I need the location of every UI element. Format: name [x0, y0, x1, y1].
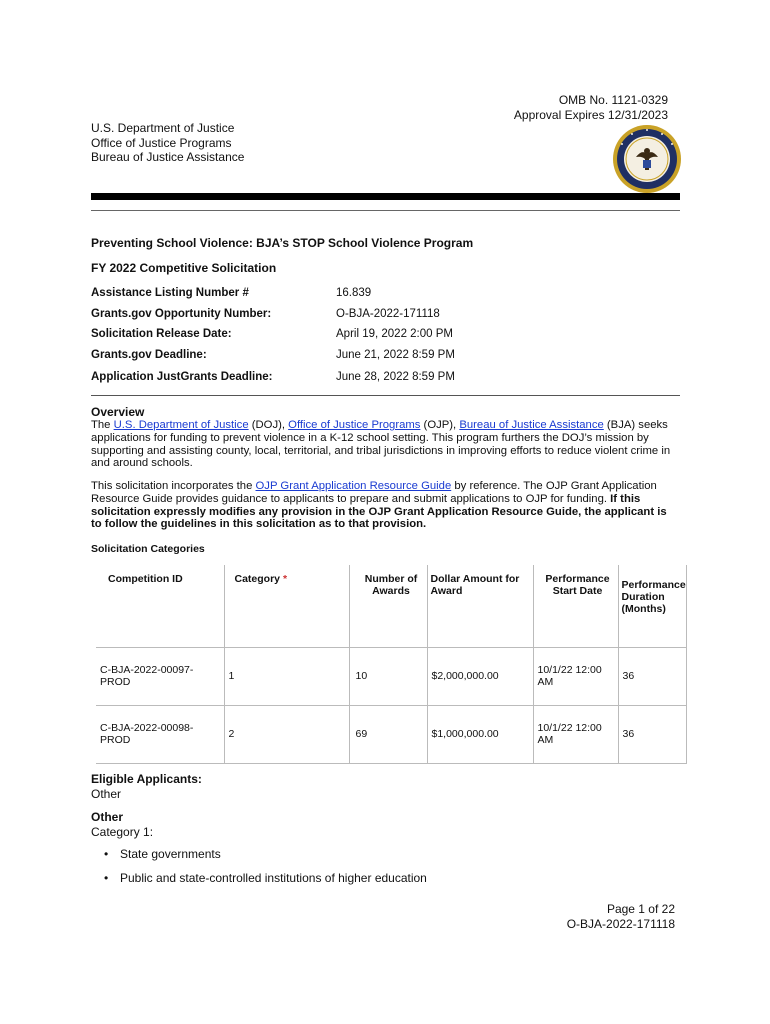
document-title: Preventing School Violence: BJA’s STOP School Violence Program — [91, 236, 474, 250]
section-rule — [91, 395, 680, 396]
category-cell: 2 — [224, 705, 349, 763]
detail-value: O-BJA-2022-171118 — [336, 308, 440, 320]
other-heading: Other — [91, 810, 124, 824]
overview-paragraph — [91, 419, 676, 470]
list-item: • State governments — [104, 847, 427, 871]
start-date-cell: 10/1/22 12:00 AM — [533, 705, 618, 763]
competition-id-cell: C-BJA-2022-00097-PROD — [96, 647, 224, 705]
categories-table — [96, 565, 687, 764]
column-header — [427, 565, 533, 647]
omb-number: OMB No. 1121-0329 — [558, 93, 668, 107]
agency-line: Bureau of Justice Assistance — [91, 150, 245, 164]
amount-cell: $2,000,000.00 — [427, 647, 533, 705]
table-row — [96, 705, 686, 763]
detail-value: April 19, 2022 2:00 PM — [336, 328, 453, 340]
awards-cell: 69 — [349, 705, 427, 763]
detail-label: Assistance Listing Number # — [91, 287, 249, 299]
overview-heading: Overview — [91, 405, 145, 419]
header-rule-thick — [91, 193, 680, 200]
omb-block — [514, 93, 668, 122]
guide-text: This solicitation incorporates the — [91, 480, 256, 492]
guide-text: by reference. The OJP Grant Application Resource Guide provides guidance to applicants to prepare and submit applications to OJP for funding. — [91, 480, 657, 505]
page-footer — [567, 902, 675, 931]
detail-label: Application JustGrants Deadline: — [91, 371, 273, 383]
header-rule-thin — [91, 210, 680, 211]
ojp-link[interactable]: Office of Justice Programs — [288, 419, 421, 431]
column-header — [618, 565, 686, 647]
amount-cell: $1,000,000.00 — [427, 705, 533, 763]
start-date-cell: 10/1/22 12:00 AM — [533, 647, 618, 705]
column-header — [96, 565, 224, 647]
agency-line: Office of Justice Programs — [91, 135, 232, 150]
bja-link[interactable]: Bureau of Justice Assistance — [459, 419, 604, 431]
doj-seal-icon — [612, 124, 682, 194]
detail-value: June 21, 2022 8:59 PM — [336, 349, 455, 361]
agency-line: U.S. Department of Justice — [91, 121, 235, 135]
duration-cell: 36 — [618, 705, 686, 763]
page-number: Page 1 of 22 — [606, 902, 675, 916]
duration-cell: 36 — [618, 647, 686, 705]
column-header-label: Category — [234, 573, 281, 585]
overview-text: (OJP), — [420, 419, 460, 431]
overview-text: (DOJ), — [248, 419, 289, 431]
column-header-label: Dollar Amount for Award — [430, 573, 520, 597]
detail-label: Solicitation Release Date: — [91, 328, 232, 340]
table-header-row — [96, 565, 686, 647]
column-header-label: Performance Duration (Months) — [621, 579, 686, 615]
column-header — [224, 565, 349, 647]
categories-heading: Solicitation Categories — [91, 543, 205, 555]
eligible-applicants-heading: Eligible Applicants: — [91, 772, 202, 786]
footer-id: O-BJA-2022-171118 — [566, 916, 675, 931]
fiscal-year-subtitle: FY 2022 Competitive Solicitation — [91, 261, 277, 275]
overview-text: The — [91, 419, 114, 431]
column-header-label: Competition ID — [108, 573, 183, 585]
column-header-label: Performance Start Date — [545, 573, 610, 597]
category-cell: 1 — [224, 647, 349, 705]
detail-label: Grants.gov Deadline: — [91, 349, 207, 361]
column-header — [533, 565, 618, 647]
guide-bold-text: If this solicitation expressly modifies any provision in the OJP Grant Application Resource Guide, the applicant is to follow the guidelines in this solicitation as to that provision. — [91, 492, 667, 531]
table-row — [96, 647, 686, 705]
awards-cell: 10 — [349, 647, 427, 705]
list-item: • Public and state-controlled institutions of higher education — [104, 871, 427, 895]
guide-paragraph — [91, 480, 676, 531]
eligible-applicants-value: Other — [91, 787, 122, 801]
doj-link[interactable]: U.S. Department of Justice — [113, 419, 249, 431]
eligible-list — [104, 847, 427, 895]
overview-text: (BJA) seeks applications for funding to prevent violence in a K-12 school setting. This program furthers the DOJ’s mission by supporting and assisting county, local, territorial, and tribal jurisdictions in improving efforts to reduce violent crime in and around schools. — [91, 419, 671, 470]
category-label: Category 1: — [91, 825, 154, 839]
agency-block — [91, 121, 244, 165]
detail-value: June 28, 2022 8:59 PM — [336, 371, 455, 383]
required-marker: * — [282, 573, 288, 585]
detail-value: 16.839 — [336, 287, 372, 299]
approval-expires: Approval Expires 12/31/2023 — [513, 107, 668, 122]
column-header-label: Number of Awards — [364, 573, 418, 597]
competition-id-cell: C-BJA-2022-00098-PROD — [96, 705, 224, 763]
resource-guide-link[interactable]: OJP Grant Application Resource Guide — [255, 480, 452, 492]
detail-label: Grants.gov Opportunity Number: — [91, 308, 272, 320]
column-header — [349, 565, 427, 647]
